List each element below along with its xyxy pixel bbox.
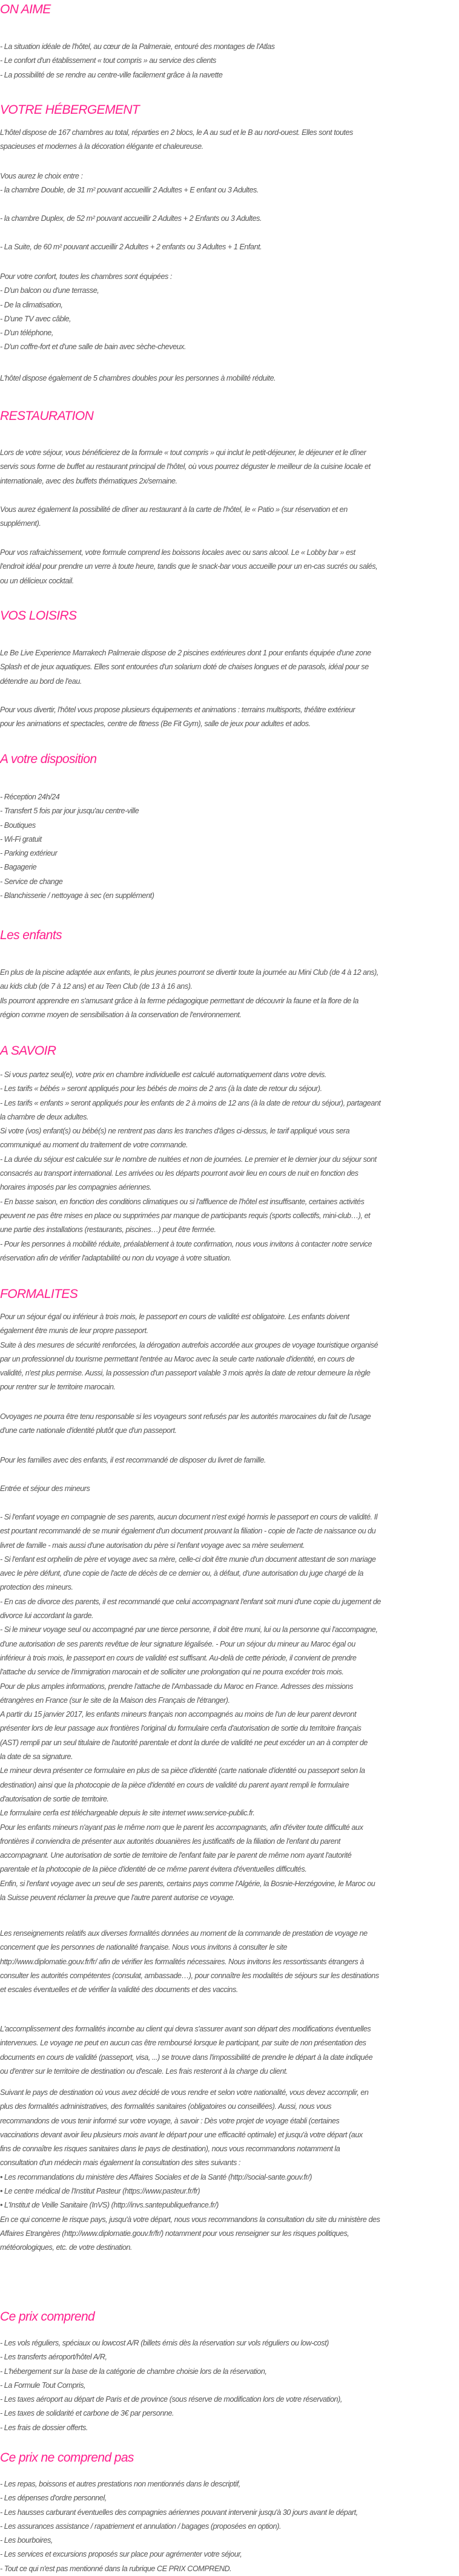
paragraph-line: • L'Institut de Veille Sanitaire (InVS) (http://invs.santepubliquefrance.fr/) xyxy=(0,2201,219,2210)
paragraph-line: Affaires Etrangères (http://www.diplomatie.gouv.fr/fr/) notamment pour vous renseigner sur les risques politiques, xyxy=(0,2229,349,2238)
paragraph-line: plus des formalités administratives, des formalités sanitaires (obligatoires ou conseillées). Aussi, nous vous xyxy=(0,2102,332,2111)
section-title-hebergement: VOTRE HÉBERGEMENT xyxy=(0,103,140,117)
paragraph-line: étrangères en France (sur le site de la Maison des Français de l'étranger). xyxy=(0,1696,230,1705)
paragraph-line: pour rentrer sur le territoire marocain. xyxy=(0,1383,116,1392)
paragraph-line: Pour vous divertir, l'hôtel vous propose plusieurs équipements et animations : terrains multisports, théâtre extérieur xyxy=(0,706,355,714)
formalites-p7 xyxy=(0,2022,459,2079)
section-title-a-savoir: A SAVOIR xyxy=(0,1044,56,1058)
list-item: - Les taxes aéroport au départ de Paris et de province (sous réserve de modification lors de votre réservation), xyxy=(0,2395,342,2404)
paragraph-line: - Si l'enfant voyage en compagnie de ses parents, aucun document n'est exigé hormis le passeport en cours de validité. Il xyxy=(0,1513,378,1521)
paragraph-line: fins de connaître les risques sanitaires dans le pays de destination), nous vous recommandons notamment la xyxy=(0,2145,340,2154)
list-item: - Les hausses carburant éventuelles des compagnies aériennes pouvant intervenir jusqu'à 30 jours avant le départ, xyxy=(0,2508,358,2517)
paragraph-line: inférieur à trois mois, le passeport en cours de validité est suffisant. Au-delà de cette période, il convient de prendre xyxy=(0,1653,357,1662)
paragraph-line: la Suisse peuvent réclamer la preuve que l'autre parent autorise ce voyage. xyxy=(0,1893,235,1903)
paragraph-line: destination) ainsi que la photocopie de la pièce d'identité en cours de validité du parent ayant rempli le formulaire xyxy=(0,1780,349,1789)
a-savoir-paragraph xyxy=(0,1068,459,1265)
paragraph-line: Suite à des mesures de sécurité renforcées, la dérogation autrefois accordée aux groupes de voyage touristique organisé xyxy=(0,1340,378,1349)
paragraph-line: est pourtant recommandé de se munir également d'un document prouvant la filiation - copie de l'acte de naissance ou du xyxy=(0,1527,376,1536)
list-item: - Les bourboires, xyxy=(0,2536,53,2545)
list-item: - Les vols réguliers, spéciaux ou lowcost A/R (billets émis dès la réservation sur vols réguliers ou low-cost) xyxy=(0,2339,329,2347)
list-item: - Les taxes de solidarité et carbone de 3€ par personne. xyxy=(0,2409,174,2418)
room-item-double xyxy=(0,183,459,197)
section-title-loisirs: VOS LOISIRS xyxy=(0,609,77,623)
paragraph-line: région comme moyen de sensibilisation à la conservation de l'environnement. xyxy=(0,1010,242,1019)
pmr-note xyxy=(0,372,459,385)
paragraph-line: Pour vos rafraichissement, votre formule comprend les boissons locales avec ou sans alcool. Le « Lobby bar » est xyxy=(0,548,355,557)
paragraph-line: Enfin, si l'enfant voyage avec un seul de ses parents, certains pays comme l'Algérie, la Bosnie-Herzégovine, le Maroc ou xyxy=(0,1879,375,1888)
list-item: - Wi-Fi gratuit xyxy=(0,834,42,844)
formalites-p1 xyxy=(0,1310,459,1395)
list-item: - Les assurances assistance / rapatriement et annulation / bagages (proposées en option). xyxy=(0,2522,282,2531)
paragraph-line: - Les tarifs « enfants » seront appliqués pour les enfants de 2 à moins de 12 ans (à la date de retour du séjour), partageant xyxy=(0,1098,381,1107)
paragraph-line: également être munis de leur propre passeport. xyxy=(0,1326,148,1336)
paragraph-line: concernent que les personnes de nationalité française. Nous vous invitons à consulter le site xyxy=(0,1943,288,1952)
section-title-ce-prix-comprend: Ce prix comprend xyxy=(0,2310,95,2324)
enfants-paragraph xyxy=(0,966,459,1022)
paragraph-line: - Les tarifs « bébés » seront appliqués pour les bébés de moins de 2 ans (à la date de retour du séjour). xyxy=(0,1084,322,1093)
paragraph-line: L'hôtel dispose également de 5 chambres doubles pour les personnes à mobilité réduite. xyxy=(0,374,276,382)
list-item: - Les dépenses d'ordre personnel, xyxy=(0,2494,107,2503)
restauration-p3 xyxy=(0,546,459,588)
list-item: - La Formule Tout Compris, xyxy=(0,2381,86,2390)
paragraph-line: Le Be Live Experience Marrakech Palmeraie dispose de 2 piscines extérieures dont 1 pour enfants équipée d'une zone xyxy=(0,649,371,657)
paragraph-line: A partir du 15 janvier 2017, les enfants mineurs français non accompagnés au moins de l'un de leur parent devront xyxy=(0,1710,357,1719)
loisirs-p1 xyxy=(0,646,459,689)
section-title-restauration: RESTAURATION xyxy=(0,409,94,423)
paragraph-line: validité, n'est plus permise. Aussi, la possession d'un passeport valable 3 mois après la date de retour demeure la règle xyxy=(0,1369,371,1378)
list-item: - Boutiques xyxy=(0,821,36,830)
paragraph-line: En plus de la piscine adaptée aux enfants, le plus jeunes pourront se divertir toute la journée au Mini Club (de 4 à 12 ans), xyxy=(0,968,378,977)
room-item-suite xyxy=(0,240,459,254)
formalites-p8 xyxy=(0,2086,459,2255)
list-item: - La situation idéale de l'hôtel, au cœur de la Palmeraie, entouré des montages de l'Atlas xyxy=(0,42,275,51)
disposition-list xyxy=(0,790,459,903)
section-title-enfants: Les enfants xyxy=(0,928,62,942)
paragraph-line: protection des mineurs. xyxy=(0,1583,73,1592)
paragraph-line: détendre au bord de l'eau. xyxy=(0,677,82,686)
formalites-minors-heading xyxy=(0,1482,459,1496)
paragraph-line: accompagnant. Une autorisation de sortie de territoire de l'enfant faite par le parent de même nom ayant l'autorité xyxy=(0,1851,352,1860)
paragraph-line: L'hôtel dispose de 167 chambres au total, réparties en 2 blocs, le A au sud et le B au nord-ouest. Elles sont toutes xyxy=(0,128,353,137)
list-item: - D'un coffre-fort et d'une salle de bain avec sèche-cheveux. xyxy=(0,342,187,352)
paragraph-line: une partie des installations (restaurants, piscines…) peut être fermée. xyxy=(0,1225,216,1234)
paragraph-line: - Si le mineur voyage seul ou accompagné par une tierce personne, il doit être muni, lui ou la personne qui l'accompagne, xyxy=(0,1625,378,1634)
section-title-on-aime: ON AIME xyxy=(0,2,51,16)
paragraph-line: - Pour les personnes à mobilité réduite, préalablement à toute confirmation, nous vous invitons à contacter notre service xyxy=(0,1239,372,1248)
equipment-label: Pour votre confort, toutes les chambres sont équipées : xyxy=(0,272,172,281)
paragraph-line: documents en cours de validité (passeport, visa, ...) se trouve dans l'impossibilité de prendre le départ à la date indiquée xyxy=(0,2053,373,2062)
paragraph-line: Vous aurez le choix entre : xyxy=(0,172,83,180)
paragraph-line: Ovoyages ne pourra être tenu responsable si les voyageurs sont refusés par les autorités marocaines du fait de l'usage xyxy=(0,1412,371,1421)
list-item: - Réception 24h/24 xyxy=(0,793,60,801)
paragraph-line: frontières il conviendra de présenter aux autorités douanières les justificatifs de la filiation de l'enfant du parent xyxy=(0,1837,340,1846)
paragraph-line: Les renseignements relatifs aux diverses formalités données au moment de la commande de prestation de voyage ne xyxy=(0,1929,368,1938)
paragraph-line: avec le père défunt, d'une copie de l'acte de décès de ce dernier ou, à défaut, d'une autorisation du juge chargé de la xyxy=(0,1569,363,1578)
paragraph-line: - En basse saison, en fonction des conditions climatiques ou si l'affluence de l'hôtel est insuffisante, certaines activités xyxy=(0,1197,365,1206)
list-item: - Bagagerie xyxy=(0,863,37,872)
paragraph-line: communiqué au moment du traitement de votre commande. xyxy=(0,1141,188,1150)
paragraph-line: http://www.diplomatie.gouv.fr/fr/ afin de vérifier les formalités nécessaires. Nous invitons les ressortissants étrangers à xyxy=(0,1957,364,1966)
equipment-list xyxy=(0,270,459,355)
list-item: - Service de change xyxy=(0,877,63,886)
restauration-p1 xyxy=(0,446,459,488)
paragraph-line: horaires imposés par les compagnies aériennes. xyxy=(0,1183,152,1192)
paragraph-line: (AST) rempli par un seul titulaire de l'autorité parentale et dont la durée de validité ne peut excéder un an à compter de xyxy=(0,1738,368,1747)
paragraph-line: En ce qui concerne le risque pays, jusqu'à votre départ, nous vous recommandons la consultation du site du ministère des xyxy=(0,2215,380,2224)
paragraph-line: internationale, avec des buffets thématiques 2x/semaine. xyxy=(0,476,177,485)
paragraph-line: livret de famille - mais aussi d'une autorisation du père si l'enfant voyage avec sa mère seulement. xyxy=(0,1541,305,1550)
list-item: - Parking extérieur xyxy=(0,849,58,858)
formalites-p2 xyxy=(0,1410,459,1438)
paragraph-line: présenter lors de leur passage aux frontières l'original du formulaire cerfa d'autorisation de sortie du territoire français xyxy=(0,1724,362,1733)
paragraph-line: réservation afin de vérifier l'adaptabilité ou non du voyage à votre situation. xyxy=(0,1253,232,1262)
list-item: - Tout ce qui n'est pas mentionné dans la rubrique CE PRIX COMPREND. xyxy=(0,2564,232,2573)
formalites-p5 xyxy=(0,1510,459,1905)
paragraph-line: au kids club (de 7 à 12 ans) et au Teen Club (de 13 à 16 ans). xyxy=(0,982,193,991)
paragraph-line: Entrée et séjour des mineurs xyxy=(0,1484,90,1493)
list-item: - D'un balcon ou d'une terrasse, xyxy=(0,286,99,295)
list-item: - Les transferts aéroport/hôtel A/R, xyxy=(0,2353,107,2362)
paragraph-line: consulter les autorités compétentes (consulat, ambassade…), pour connaître les modalités de séjours sur les destinations xyxy=(0,1971,379,1980)
list-item: - Le confort d'un établissement « tout compris » au service des clients xyxy=(0,56,216,65)
paragraph-line: ou un délicieux cocktail. xyxy=(0,576,74,585)
paragraph-line: Le mineur devra présenter ce formulaire en plus de sa pièce d'identité (carte nationale d'identité ou passeport selon la xyxy=(0,1766,365,1775)
paragraph-line: supplément). xyxy=(0,519,41,528)
paragraph-line: la chambre de deux adultes. xyxy=(0,1112,89,1121)
paragraph-line: pour les animations et spectacles, centre de fitness (Be Fit Gym), salle de jeux pour adultes et ados. xyxy=(0,719,311,729)
paragraph-line: Suivant le pays de destination où vous avez décidé de vous rendre et selon votre nationalité, vous devez accomplir, en xyxy=(0,2088,369,2097)
paragraph-line: Ils pourront apprendre en s'amusant grâce à la ferme pédagogique permettant de découvrir la faune et la flore de la xyxy=(0,996,358,1005)
list-item: - Les frais de dossier offerts. xyxy=(0,2423,88,2432)
paragraph-line: servis sous forme de buffet au restaurant principal de l'hôtel, où vous pourrez déguster le meilleur de la cuisine locale et xyxy=(0,462,371,471)
list-item: - De la climatisation, xyxy=(0,300,63,309)
paragraph-line: consacrés au transport international. Les arrivées ou les départs pourront avoir lieu en cours de nuit en fonction des xyxy=(0,1169,358,1178)
paragraph-line: d'une carte nationale d'identité plutôt que d'un passeport. xyxy=(0,1426,177,1435)
paragraph-line: Pour de plus amples informations, prendre l'attache de l'Ambassade du Maroc en France. Adresses des missions xyxy=(0,1682,353,1691)
paragraph-line: météorologiques, etc. de votre destination. xyxy=(0,2243,132,2252)
paragraph-line: consultation d'un médecin mais également la consultation des sites suivants : xyxy=(0,2158,240,2168)
paragraph-line: Pour les familles avec des enfants, il est recommandé de disposer du livret de famille. xyxy=(0,1456,266,1464)
paragraph-line: - La durée du séjour est calculée sur le nombre de nuitées et non de journées. Le premier et le dernier jour du séjour sont xyxy=(0,1155,377,1164)
room-item-duplex xyxy=(0,212,459,226)
paragraph-line: ou d'entrer sur le territoire de destination ou d'escale. Les frais resteront à la charge du client. xyxy=(0,2066,288,2076)
list-item: - D'une TV avec câble, xyxy=(0,314,71,323)
paragraph-line: L'accomplissement des formalités incombe au client qui devra s'assurer avant son départ des modifications éventuelles xyxy=(0,2025,371,2033)
paragraph-line: Si votre (vos) enfant(s) ou bébé(s) ne rentrent pas dans les tranches d'âges ci-dessus, le tarif appliqué vous sera xyxy=(0,1127,350,1136)
comprend-list xyxy=(0,2336,459,2435)
paragraph-line: l'endroit idéal pour prendre un verre à toute heure, tandis que le snack-bar vous accueille pour un en-cas sucrés ou salés, xyxy=(0,562,378,571)
formalites-p6 xyxy=(0,1927,459,1997)
on-aime-list xyxy=(0,40,459,82)
list-item: - Les services et excursions proposés sur place pour agrémenter votre séjour, xyxy=(0,2550,242,2559)
loisirs-p2 xyxy=(0,703,459,732)
restauration-p2 xyxy=(0,503,459,531)
list-item: - Transfert 5 fois par jour jusqu'au centre-ville xyxy=(0,807,139,816)
paragraph-line: et escales éventuelles et de vérifier la validité des documents et des vaccins. xyxy=(0,1985,238,1994)
paragraph-line: Lors de votre séjour, vous bénéficierez de la formule « tout compris » qui inclut le petit-déjeuner, le déjeuner et le dîner xyxy=(0,448,366,457)
paragraph-line: Pour un séjour égal ou inférieur à trois mois, le passeport en cours de validité est obligatoire. Les enfants doivent xyxy=(0,1313,349,1321)
list-item: - L'hébergement sur la base de la catégorie de chambre choisie lors de la réservation, xyxy=(0,2367,267,2376)
paragraph-line: spacieuses et modernes à la décoration élégante et chaleureuse. xyxy=(0,142,203,151)
list-item: - La possibilité de se rendre au centre-ville facilement grâce à la navette xyxy=(0,70,223,79)
paragraph-line: - la chambre Double, de 31 m² pouvant accueillir 2 Adultes + E enfant ou 3 Adultes. xyxy=(0,186,259,194)
section-title-disposition: A votre disposition xyxy=(0,752,97,766)
paragraph-line: intervenues. Le voyage ne peut en aucun cas être remboursé lorsque le participant, par suite de non présentation des xyxy=(0,2039,366,2048)
paragraph-line: - La Suite, de 60 m² pouvant accueillir 2 Adultes + 2 enfants ou 3 Adultes + 1 Enfant. xyxy=(0,243,262,251)
section-title-formalites: FORMALITES xyxy=(0,1287,78,1301)
list-item: - Les repas, boissons et autres prestations non mentionnés dans le descriptif, xyxy=(0,2480,240,2488)
paragraph-line: Le formulaire cerfa est téléchargeable depuis le site internet www.service-public.fr. xyxy=(0,1809,255,1818)
paragraph-line: • Les recommandations du ministère des Affaires Sociales et de la Santé (http://social-sante.gouv.fr/) xyxy=(0,2172,312,2181)
paragraph-line: vaccinations devant avoir lieu plusieurs mois avant le départ pour une efficacité optimale) et jusqu'à votre départ (aux xyxy=(0,2130,363,2139)
ne-comprend-pas-list xyxy=(0,2477,459,2576)
paragraph-line: Pour les enfants mineurs n'ayant pas le même nom que le parent les accompagnants, afin d'éviter toute difficulté aux xyxy=(0,1823,363,1832)
list-item: - Blanchisserie / nettoyage à sec (en supplément) xyxy=(0,891,154,900)
paragraph-line: Splash et de jeux aquatiques. Elles sont entourées d'un solarium doté de chaises longues et de parasols, idéal pour se xyxy=(0,663,369,672)
hebergement-intro xyxy=(0,126,459,154)
paragraph-line: divorce lui accordant la garde. xyxy=(0,1611,94,1621)
paragraph-line: peuvent ne pas être mises en place ou supprimées par manque de participants requis (sports collectifs, mini-club…), et xyxy=(0,1211,371,1220)
section-title-ce-prix-ne-comprend-pas: Ce prix ne comprend pas xyxy=(0,2451,134,2465)
paragraph-line: par un professionnel du tourisme permettant l'entrée au Maroc avec la seule carte nationale d'identité, en cours de xyxy=(0,1354,355,1363)
paragraph-line: Vous aurez également la possibilité de dîner au restaurant à la carte de l'hôtel, le « Patio » (sur réservation et en xyxy=(0,505,348,514)
paragraph-line: d'autorisation de sortie de territoire. xyxy=(0,1794,109,1803)
paragraph-line: la date de sa signature. xyxy=(0,1752,73,1762)
paragraph-line: parentale et la photocopie de la pièce d'identité de ce même parent évitera d'éventuelles difficultés. xyxy=(0,1865,307,1874)
paragraph-line: d'une autorisation de ses parents revêtue de leur signature légalisée. - Pour un séjour du mineur au Maroc égal ou xyxy=(0,1639,355,1648)
room-choice-label xyxy=(0,169,459,183)
list-item: - D'un téléphone, xyxy=(0,329,53,338)
paragraph-line: - la chambre Duplex, de 52 m² pouvant accueillir 2 Adultes + 2 Enfants ou 3 Adultes. xyxy=(0,214,262,223)
formalites-p3 xyxy=(0,1454,459,1467)
paragraph-line: - En cas de divorce des parents, il est recommandé que celui accompagnant l'enfant soit muni d'une copie du jugement de xyxy=(0,1597,381,1606)
paragraph-line: - Si vous partez seul(e), votre prix en chambre individuelle est calculé automatiquement dans votre devis. xyxy=(0,1070,326,1079)
paragraph-line: • Le centre médical de l'Institut Pasteur (https://www.pasteur.fr/fr) xyxy=(0,2187,200,2196)
paragraph-line: l'attache du service de l'immigration marocain et de solliciter une prolongation qui ne pourra excéder trois mois. xyxy=(0,1668,344,1677)
paragraph-line: - Si l'enfant est orphelin de père et voyage avec sa mère, celle-ci doit être munie d'un document attestant de son mariage xyxy=(0,1555,376,1564)
paragraph-line: recommandons de vous tenir informé sur votre voyage, à savoir : Dès votre projet de voyage établi (certaines xyxy=(0,2116,340,2125)
